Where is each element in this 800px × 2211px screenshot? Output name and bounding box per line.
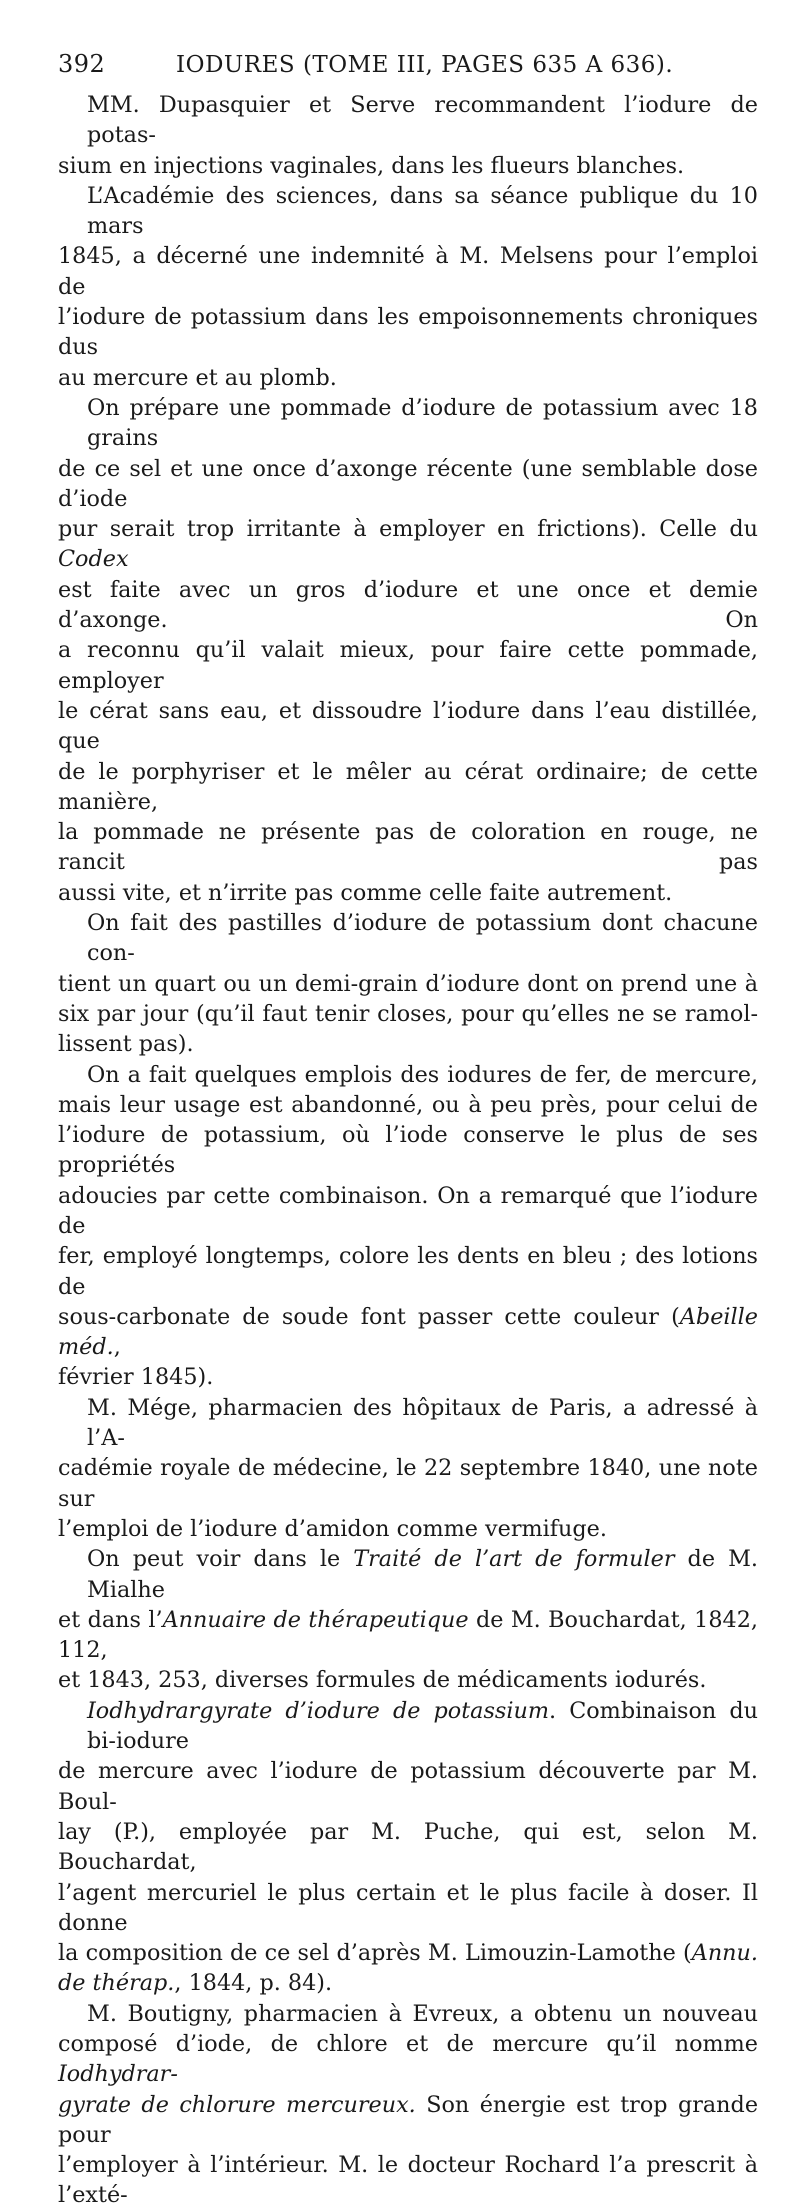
- text-line: et 1843, 253, diverses formules de médicaments iodurés.: [58, 1667, 707, 1694]
- paragraph-2: [58, 181, 758, 393]
- text-line: le cérat sans eau, et dissoudre l’iodure dans l’eau distillée, que: [58, 697, 758, 755]
- italic-title-traite: Traité de l’art de formuler: [353, 1546, 675, 1573]
- text-line: l’agent mercuriel le plus certain et le plus facile à doser. Il donne: [58, 1879, 758, 1936]
- text-line: de le porphyriser et le mêler au cérat ordinaire; de cette manière,: [58, 758, 758, 815]
- paragraph-7: [58, 1544, 758, 1695]
- text-line-with-italic: [58, 1302, 758, 1363]
- text-line: au mercure et au plomb.: [58, 364, 337, 391]
- paragraph-6: [58, 1393, 758, 1544]
- text-line: l’emploi de l’iodure d’amidon comme vermifuge.: [58, 1515, 607, 1542]
- text-segment: et dans l’: [58, 1606, 163, 1633]
- running-title-main: IODURES: [176, 52, 296, 78]
- text-line: a reconnu qu’il valait mieux, pour faire cette pommade, employer: [58, 637, 758, 694]
- text-line-with-italic: [58, 2090, 758, 2151]
- text-line: M. Mége, pharmacien des hôpitaux de Paris, a adressé à l’A-: [87, 1394, 758, 1452]
- text-line-with-italic: [58, 1968, 758, 1998]
- text-line: On fait des pastilles d’iodure de potassium dont chacune con-: [87, 910, 758, 967]
- text-line-with-italic: [58, 1605, 758, 1666]
- text-line: L’Académie des sciences, dans sa séance publique du 10 mars: [87, 182, 758, 240]
- text-line: l’iodure de potassium, où l’iode conserve le plus de ses propriétés: [58, 1122, 758, 1179]
- text-line: six par jour (qu’il faut tenir closes, pour qu’elles ne se ramol-: [58, 1000, 758, 1027]
- paragraph-5: [58, 1060, 758, 1393]
- text-segment: Son énergie est trop grande pour: [58, 2091, 759, 2148]
- paragraph-9: [58, 1999, 758, 2211]
- document-page: [58, 50, 758, 2211]
- text-line: février 1845).: [58, 1364, 214, 1391]
- text-line: aussi vite, et n’irrite pas comme celle faite autrement.: [58, 879, 673, 906]
- text-segment: ,: [113, 1334, 121, 1361]
- text-line: l’iodure de potassium dans les empoisonnements chroniques dus: [58, 304, 758, 361]
- text-line: 1845, a décerné une indemnité à M. Melsens pour l’emploi de: [58, 243, 758, 300]
- text-line-with-italic: [58, 1544, 758, 1605]
- text-line: tient un quart ou un demi-grain d’iodure dont on prend une à: [58, 970, 758, 997]
- paragraph-1: [58, 90, 758, 181]
- italic-citation-abeille: Abeille méd.: [58, 1303, 758, 1361]
- text-line: fer, employé longtemps, colore les dents en bleu ; des lotions de: [58, 1243, 758, 1300]
- text-segment: . Combinaison du bi-iodure: [87, 1697, 758, 1755]
- text-segment: sous-carbonate de soude font passer cette couleur (: [58, 1303, 680, 1330]
- text-line: adoucies par cette combinaison. On a remarqué que l’iodure de: [58, 1182, 758, 1239]
- text-segment: On peut voir dans le: [87, 1546, 354, 1573]
- text-line-with-italic: [58, 2029, 758, 2090]
- text-line: lissent pas).: [58, 1031, 194, 1058]
- text-line: la pommade ne présente pas de coloration en rouge, ne rancit pas: [58, 819, 758, 876]
- text-line: On prépare une pommade d’iodure de potassium avec 18 grains: [87, 394, 758, 452]
- text-line: MM. Dupasquier et Serve recommandent l’iodure de potas-: [87, 92, 758, 149]
- text-line: sium en injections vaginales, dans les flueurs blanches.: [58, 152, 685, 179]
- italic-title-annuaire: Annuaire de thérapeutique: [162, 1606, 469, 1633]
- text-line: de mercure avec l’iodure de potassium découverte par M. Boul-: [58, 1758, 758, 1815]
- italic-citation-therap: de thérap.: [58, 1970, 175, 1997]
- text-line: de ce sel et une once d’axonge récente (une semblable dose d’iode: [58, 455, 758, 512]
- text-line: M. Boutigny, pharmacien à Evreux, a obtenu un nouveau: [87, 2000, 758, 2027]
- text-line: l’employer à l’intérieur. M. le docteur Rochard l’a prescrit à l’exté-: [58, 2152, 758, 2209]
- text-line-with-italic: [58, 1696, 758, 1757]
- text-line: On a fait quelques emplois des iodures de fer, de mercure,: [87, 1061, 758, 1088]
- paragraph-8: [58, 1696, 758, 1999]
- running-head: [58, 50, 758, 90]
- text-segment: pur serait trop irritante à employer en frictions). Celle du: [58, 516, 758, 543]
- text-segment: de M. Mialhe: [87, 1546, 759, 1603]
- text-segment: , 1844, p. 84).: [174, 1970, 333, 1997]
- italic-term-iodhydrar: Iodhydrar-: [58, 2061, 178, 2088]
- text-segment: de M. Bouchardat, 1842, 112,: [58, 1606, 758, 1664]
- body-text: [58, 90, 758, 2211]
- text-segment: la composition de ce sel d’après M. Limouzin-Lamothe (: [58, 1940, 692, 1967]
- italic-term-gyrate: gyrate de chlorure mercureux.: [58, 2091, 416, 2118]
- paragraph-4: [58, 908, 758, 1059]
- italic-term-codex: Codex: [58, 546, 129, 573]
- text-line: mais leur usage est abandonné, ou à peu près, pour celui de: [58, 1091, 758, 1118]
- text-line-with-italic: [58, 514, 758, 575]
- page-number: 392: [58, 50, 106, 78]
- italic-citation-annu: Annu.: [691, 1940, 758, 1967]
- text-segment: composé d’iode, de chlore et de mercure qu’il nomme: [58, 2031, 758, 2057]
- running-title-rest: (TOME III, PAGES 635 A 636).: [302, 52, 674, 78]
- text-line-with-italic: [58, 1938, 758, 1968]
- paragraph-3: [58, 393, 758, 908]
- text-line: cadémie royale de médecine, le 22 septembre 1840, une note sur: [58, 1455, 758, 1512]
- text-line: est faite avec un gros d’iodure et une once et demie d’axonge. On: [58, 576, 758, 634]
- italic-heading-iodhydrargyrate: Iodhydrargyrate d’iodure de potassium: [87, 1697, 549, 1724]
- text-line: lay (P.), employée par M. Puche, qui est, selon M. Bouchardat,: [58, 1818, 758, 1876]
- running-title: [176, 52, 673, 78]
